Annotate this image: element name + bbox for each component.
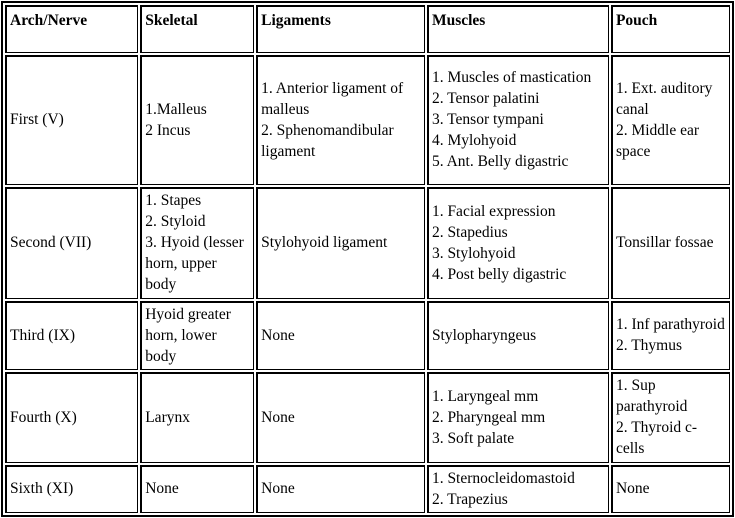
muscle-item: 3. Tensor tympani [431,111,544,129]
skeletal-item: Hyoid greater horn, lower body [145,305,231,365]
header-pouch: Pouch [611,5,730,53]
header-arch-nerve: Arch/Nerve [5,5,138,53]
header-row [5,5,730,53]
arch-cell: Sixth (XI) [5,465,138,513]
muscle-item: 2. Tensor palatini [431,90,540,108]
muscle-item: 3. Soft palate [431,429,515,447]
muscles-cell [427,372,609,463]
arch-cell: Third (IX) [5,301,138,370]
muscles-cell [427,55,609,185]
pouch-item: None [615,480,650,498]
ligament-item: None [261,480,295,498]
arch-cell: Fourth (X) [5,372,138,463]
header-skeletal: Skeletal [140,5,254,53]
muscle-item: 4. Mylohyoid [431,132,517,150]
muscle-item: 1. Laryngeal mm [431,387,539,405]
pouch-item: 1. Sup parathyroid [615,377,688,416]
arch-cell: Second (VII) [5,187,138,299]
ligaments-cell [256,187,425,299]
skeletal-cell [140,301,254,370]
ligament-item: Stylohyoid ligament [261,234,388,252]
ligament-item: 2. Sphenomandibular ligament [261,121,394,160]
muscle-item: 2. Stapedius [431,223,508,241]
ligaments-cell [256,465,425,513]
ligaments-cell [256,372,425,463]
pouch-cell [611,55,730,185]
muscles-cell [427,301,609,370]
pharyngeal-arch-table [1,1,734,517]
pouch-cell [611,301,730,370]
skeletal-item: 2 Incus [145,121,191,139]
skeletal-cell [140,372,254,463]
pouch-item: 2. Thymus [615,337,682,355]
skeletal-cell [140,55,254,185]
pouch-item: 1. Inf parathyroid [615,316,725,334]
muscle-item: 2. Trapezius [431,490,508,508]
pouch-cell [611,465,730,513]
table-row [5,372,730,463]
table-row [5,301,730,370]
skeletal-item: 1.Malleus [145,100,207,118]
pouch-item: 1. Ext. auditory canal [615,79,713,118]
ligament-item: 1. Anterior ligament of malleus [261,79,404,118]
pouch-item: Tonsillar fossae [615,234,714,252]
pouch-item: 2. Thyroid c-cells [615,419,698,458]
muscle-item: Stylopharyngeus [431,326,537,344]
skeletal-item: 1. Stapes [145,192,202,210]
muscle-item: 2. Pharyngeal mm [431,408,546,426]
skeletal-cell [140,187,254,299]
table-row [5,55,730,185]
table-row [5,465,730,513]
header-ligaments: Ligaments [256,5,425,53]
skeletal-item: None [145,480,179,498]
ligament-item: None [261,326,295,344]
muscle-item: 1. Muscles of mastication [431,69,592,87]
muscle-item: 3. Stylohyoid [431,244,516,262]
muscle-item: 4. Post belly digastric [431,265,567,283]
ligaments-cell [256,301,425,370]
pouch-cell [611,187,730,299]
skeletal-item: 3. Hyoid (lesser horn, upper body [145,234,244,294]
muscle-item: 5. Ant. Belly digastric [431,153,569,171]
muscle-item: 1. Facial expression [431,202,556,220]
skeletal-item: Larynx [145,408,190,426]
table-row [5,187,730,299]
skeletal-cell [140,465,254,513]
arch-cell: First (V) [5,55,138,185]
skeletal-item: 2. Styloid [145,213,206,231]
header-muscles: Muscles [427,5,609,53]
muscles-cell [427,465,609,513]
pouch-item: 2. Middle ear space [615,121,700,160]
ligaments-cell [256,55,425,185]
pouch-cell [611,372,730,463]
muscle-item: 1. Sternocleidomastoid [431,469,575,487]
ligament-item: None [261,408,295,426]
muscles-cell [427,187,609,299]
